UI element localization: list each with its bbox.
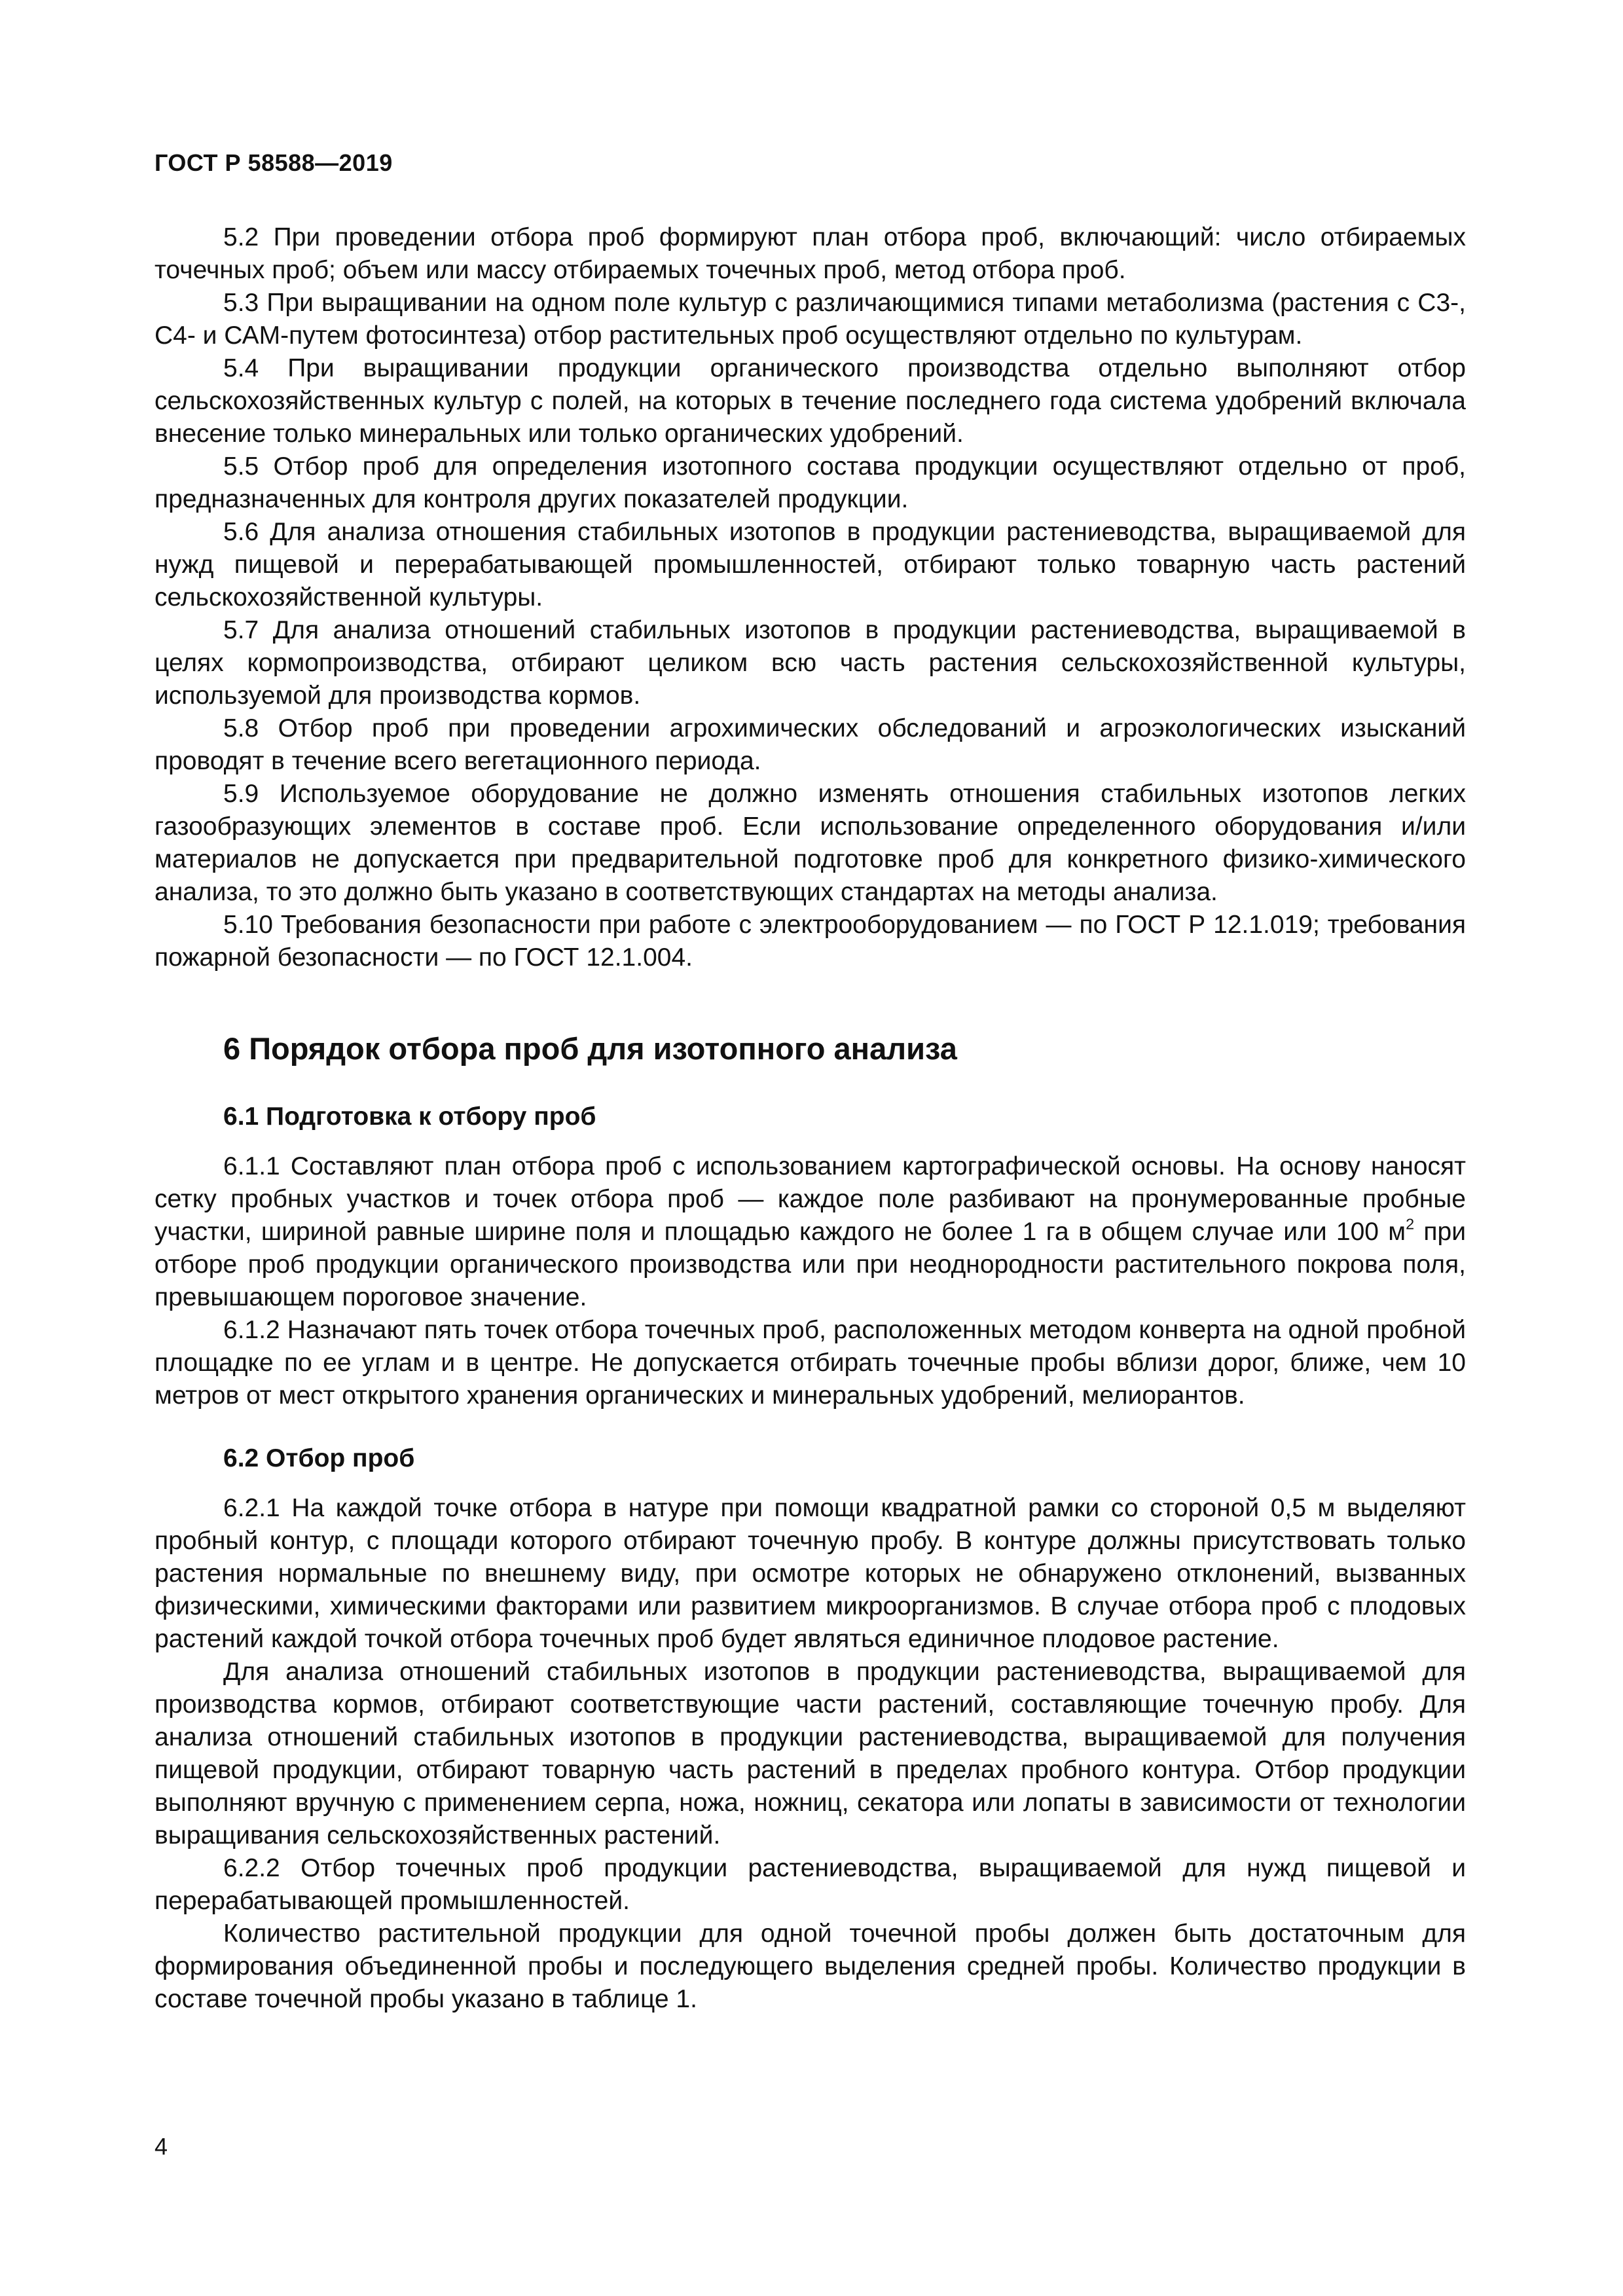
paragraph-6-1-2: 6.1.2 Назначают пять точек отбора точечных проб, расположенных методом конверта на одной пробной площадке по ее углам и в центре. Не допускается отбирать точечные пробы вблизи дорог, ближе, чем 10 метров от мест открытого хранения органических и минеральных удобрений, мелиорантов. [155,1316,1466,1410]
paragraph-6-2-1: 6.2.1 На каждой точке отбора в натуре при помощи квадратной рамки со стороной 0,5 м выделяют пробный контур, с площади которого отбирают точечную пробу. В контуре должны присутствовать только растения нормальные по внешнему виду, при осмотре которых не обнаружено отклонений, вызванных физическими, химическими факторами или развитием микроорганизмов. В случае отбора проб с плодовых растений каждой точкой отбора точечных проб будет являться единичное плодовое растение. [155,1494,1466,1653]
paragraph-6-1-1 [155,1150,1466,1314]
page-number: 4 [155,2133,168,2160]
paragraph-6-1-1-text: 6.1.1 Составляют план отбора проб с использованием картографической основы. На основу наносят сетку пробных участков и точек отбора проб — каждое поле разбивают на пронумерованные пробные участки, шириной равные ширине поля и площадью каждого не более 1 га в общем случае или 100 м [155,1152,1466,1246]
paragraph-6-2-1-cont: Для анализа отношений стабильных изотопов в продукции растениеводства, выращиваемой для производства кормов, отбирают соответствующие части растений, составляющие точечную пробу. Для анализа отношений стабильных изотопов в продукции растениеводства, выращиваемой для получения пищевой продукции, отбирают товарную часть растений в пределах пробного контура. Отбор продукции выполняют вручную с применением серпа, ножа, ножниц, секатора или лопаты в зависимости от технологии выращивания сельскохозяйственных растений. [155,1658,1466,1850]
paragraph-5-9: 5.9 Используемое оборудование не должно изменять отношения стабильных изотопов легких газообразующих элементов в составе проб. Если использование определенного оборудования и/или материалов не допускается при предварительной подготовке проб для конкретного физико-химического анализа, то это должно быть указано в соответствующих стандартах на методы анализа. [155,780,1466,906]
paragraph-5-3: 5.3 При выращивании на одном поле культур с различающимися типами метаболизма (растения с С3-, С4- и САМ-путем фотосинтеза) отбор растительных проб осуществляют отдельно по культурам. [155,289,1466,350]
paragraph-6-1-1-text-cont: при отборе проб продукции органического производства или при неоднородности растительного покрова поля, превышающем пороговое значение. [155,1218,1467,1311]
paragraph-5-8: 5.8 Отбор проб при проведении агрохимических обследований и агроэкологических изысканий проводят в течение всего вегетационного периода. [155,714,1466,775]
paragraph-6-2-2-cont: Количество растительной продукции для одной точечной пробы должен быть достаточным для формирования объединенной пробы и последующего выделения средней пробы. Количество продукции в составе точечной пробы указано в таблице 1. [155,1920,1466,2013]
subsection-6-1-heading: 6.1 Подготовка к отбору проб [223,1102,596,1131]
paragraph-5-5: 5.5 Отбор проб для определения изотопного состава продукции осуществляют отдельно от проб, предназначенных для контроля других показателей продукции. [155,452,1466,513]
paragraph-5-2: 5.2 При проведении отбора проб формируют план отбора проб, включающий: число отбираемых точечных проб; объем или массу отбираемых точечных проб, метод отбора проб. [155,223,1466,284]
paragraph-6-2-2: 6.2.2 Отбор точечных проб продукции растениеводства, выращиваемой для нужд пищевой и перерабатывающей промышленностей. [155,1854,1466,1915]
paragraph-5-4: 5.4 При выращивании продукции органического производства отдельно выполняют отбор сельскохозяйственных культур с полей, на которых в течение последнего года система удобрений включала внесение только минеральных или только органических удобрений. [155,354,1466,448]
superscript-2: 2 [1406,1215,1415,1233]
page-body [155,221,1466,2016]
section-6-heading: 6 Порядок отбора проб для изотопного анализа [223,1031,957,1066]
document-header: ГОСТ Р 58588—2019 [155,149,393,176]
paragraph-5-6: 5.6 Для анализа отношения стабильных изотопов в продукции растениеводства, выращиваемой для нужд пищевой и перерабатывающей промышленностей, отбирают только товарную часть растений сельскохозяйственной культуры. [155,518,1466,611]
subsection-6-2-heading: 6.2 Отбор проб [223,1444,415,1472]
paragraph-5-7: 5.7 Для анализа отношений стабильных изотопов в продукции растениеводства, выращиваемой в целях кормопроизводства, отбирают целиком всю часть растения сельскохозяйственной культуры, используемой для производства кормов. [155,616,1466,710]
paragraph-5-10: 5.10 Требования безопасности при работе с электрооборудованием — по ГОСТ Р 12.1.019; требования пожарной безопасности — по ГОСТ 12.1.004. [155,911,1466,972]
